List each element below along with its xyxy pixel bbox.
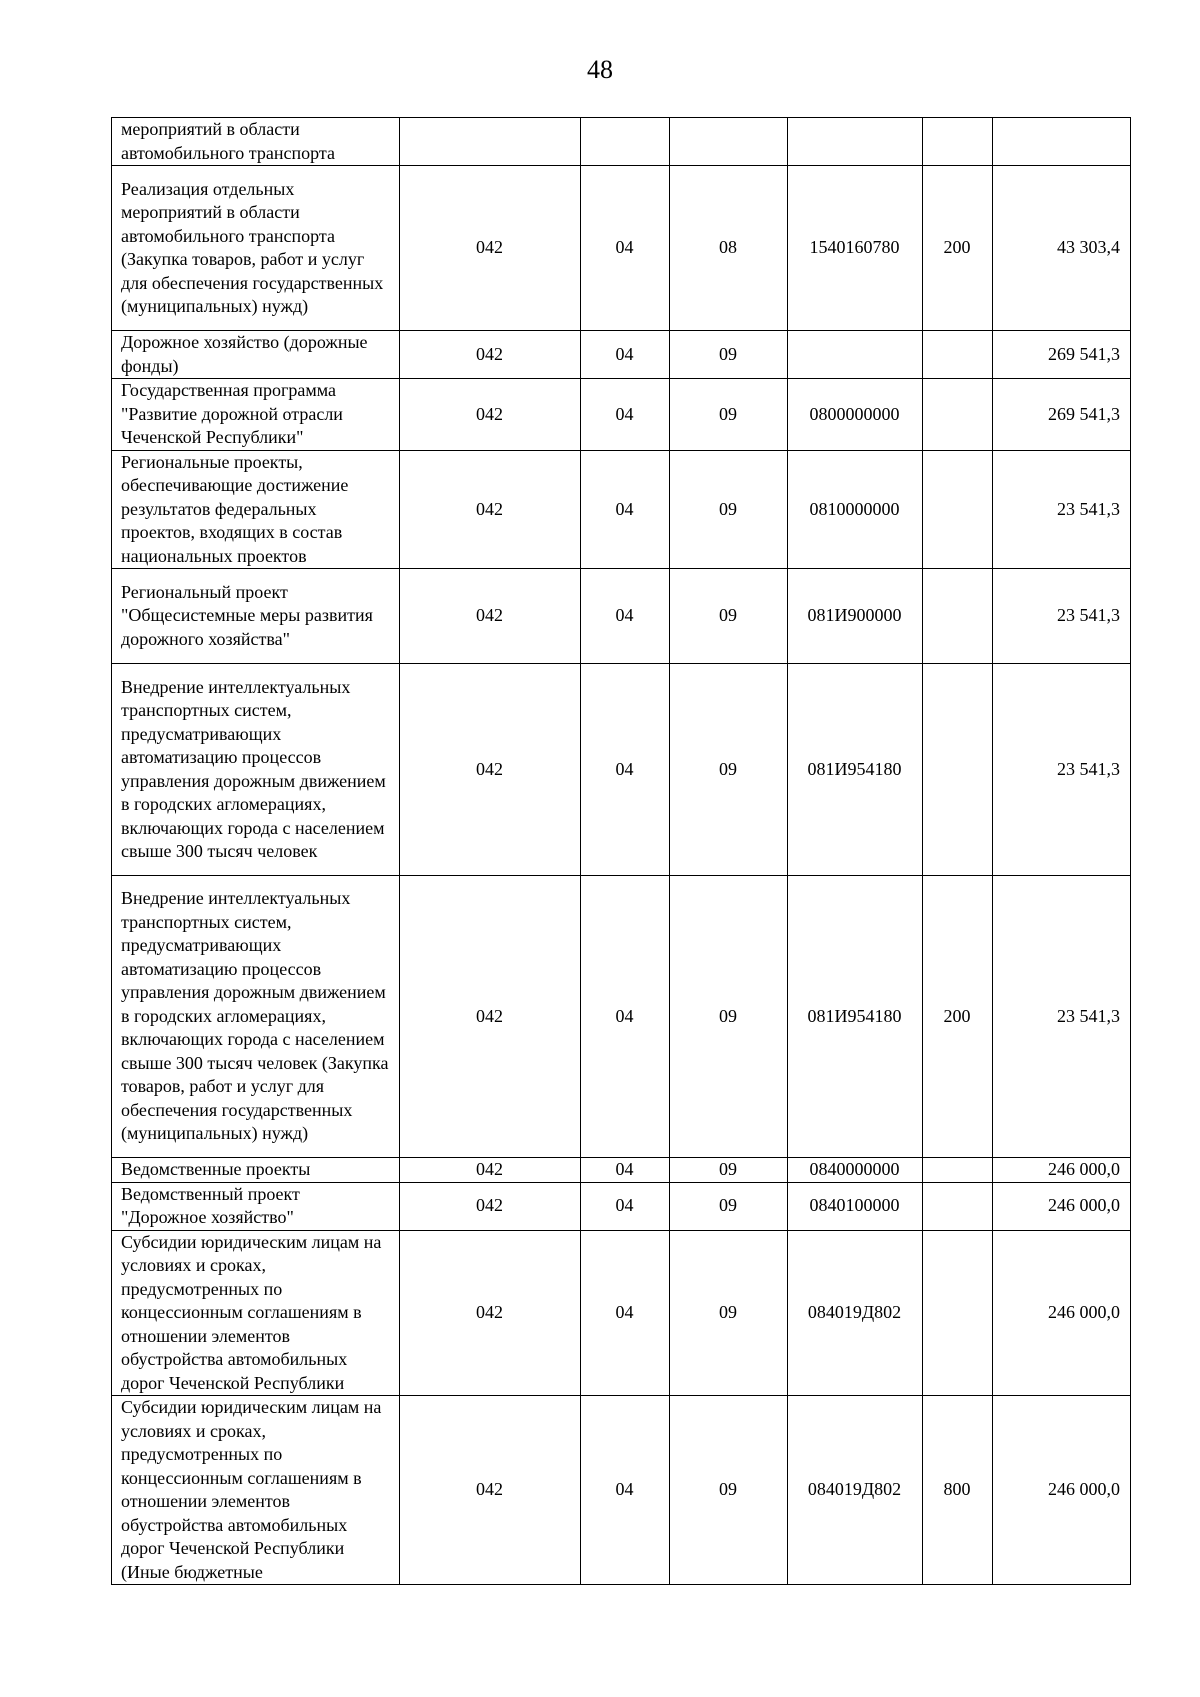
cell-section: 04	[581, 166, 670, 331]
cell-ministry-code: 042	[400, 1158, 581, 1183]
cell-name: Субсидии юридическим лицам на условиях и сроках, предусмотренных по концессионным соглашениям в отношении элементов обустройства автомобильных дорог Чеченской Республики	[112, 1230, 400, 1396]
cell-section	[581, 118, 670, 166]
cell-subsection: 09	[670, 1182, 788, 1230]
cell-section: 04	[581, 1230, 670, 1396]
cell-name: Субсидии юридическим лицам на условиях и сроках, предусмотренных по концессионным соглашениям в отношении элементов обустройства автомобильных дорог Чеченской Республики (Иные бюджетные	[112, 1396, 400, 1585]
cell-expense-type	[923, 1182, 993, 1230]
cell-amount	[993, 118, 1131, 166]
cell-ministry-code: 042	[400, 450, 581, 569]
cell-section: 04	[581, 450, 670, 569]
cell-ministry-code	[400, 118, 581, 166]
cell-name: Реализация отдельных мероприятий в области автомобильного транспорта (Закупка товаров, работ и услуг для обеспечения государственных (муниципальных) нужд)	[112, 166, 400, 331]
cell-subsection: 09	[670, 450, 788, 569]
cell-subsection: 08	[670, 166, 788, 331]
cell-ministry-code: 042	[400, 379, 581, 451]
cell-name: мероприятий в области автомобильного транспорта	[112, 118, 400, 166]
cell-name: Региональные проекты, обеспечивающие достижение результатов федеральных проектов, входящих в состав национальных проектов	[112, 450, 400, 569]
cell-expense-type	[923, 379, 993, 451]
cell-subsection: 09	[670, 876, 788, 1158]
cell-amount: 269 541,3	[993, 331, 1131, 379]
cell-target-article: 084019Д802	[788, 1396, 923, 1585]
cell-subsection: 09	[670, 1396, 788, 1585]
cell-ministry-code: 042	[400, 331, 581, 379]
cell-target-article: 084019Д802	[788, 1230, 923, 1396]
cell-subsection: 09	[670, 331, 788, 379]
cell-ministry-code: 042	[400, 876, 581, 1158]
cell-ministry-code: 042	[400, 569, 581, 664]
cell-subsection: 09	[670, 1230, 788, 1396]
cell-name: Ведомственные проекты	[112, 1158, 400, 1183]
cell-target-article	[788, 118, 923, 166]
table-row	[112, 1230, 1131, 1396]
cell-expense-type	[923, 1158, 993, 1183]
cell-name: Внедрение интеллектуальных транспортных систем, предусматривающих автоматизацию процессов управления дорожным движением в городских агломерациях, включающих города с населением свыше 300 тысяч человек (Закупка товаров, работ и услуг для обеспечения государственных (муниципальных) нужд)	[112, 876, 400, 1158]
cell-section: 04	[581, 876, 670, 1158]
table-row	[112, 876, 1131, 1158]
cell-expense-type: 800	[923, 1396, 993, 1585]
cell-section: 04	[581, 1396, 670, 1585]
cell-name: Государственная программа "Развитие дорожной отрасли Чеченской Республики"	[112, 379, 400, 451]
cell-amount: 23 541,3	[993, 876, 1131, 1158]
cell-subsection	[670, 118, 788, 166]
cell-amount: 269 541,3	[993, 379, 1131, 451]
cell-ministry-code: 042	[400, 166, 581, 331]
cell-target-article	[788, 331, 923, 379]
cell-target-article: 0810000000	[788, 450, 923, 569]
cell-name: Внедрение интеллектуальных транспортных систем, предусматривающих автоматизацию процессов управления дорожным движением в городских агломерациях, включающих города с населением свыше 300 тысяч человек	[112, 664, 400, 876]
cell-amount: 43 303,4	[993, 166, 1131, 331]
table-row	[112, 1158, 1131, 1183]
cell-section: 04	[581, 664, 670, 876]
cell-name: Дорожное хозяйство (дорожные фонды)	[112, 331, 400, 379]
cell-target-article: 0840000000	[788, 1158, 923, 1183]
table-row	[112, 1396, 1131, 1585]
cell-amount: 246 000,0	[993, 1230, 1131, 1396]
cell-subsection: 09	[670, 569, 788, 664]
cell-target-article: 081И954180	[788, 876, 923, 1158]
cell-amount: 246 000,0	[993, 1158, 1131, 1183]
cell-section: 04	[581, 1158, 670, 1183]
cell-expense-type	[923, 331, 993, 379]
cell-subsection: 09	[670, 1158, 788, 1183]
cell-amount: 246 000,0	[993, 1396, 1131, 1585]
cell-section: 04	[581, 379, 670, 451]
page-number: 48	[587, 55, 613, 84]
table-row	[112, 331, 1131, 379]
cell-subsection: 09	[670, 664, 788, 876]
cell-amount: 23 541,3	[993, 569, 1131, 664]
table-row	[112, 450, 1131, 569]
table-row	[112, 118, 1131, 166]
budget-table	[111, 117, 1131, 1585]
table-row	[112, 569, 1131, 664]
cell-amount: 23 541,3	[993, 664, 1131, 876]
budget-table-body	[112, 118, 1131, 1585]
cell-expense-type	[923, 664, 993, 876]
cell-target-article: 1540160780	[788, 166, 923, 331]
cell-ministry-code: 042	[400, 664, 581, 876]
cell-section: 04	[581, 1182, 670, 1230]
cell-expense-type	[923, 569, 993, 664]
cell-ministry-code: 042	[400, 1230, 581, 1396]
cell-expense-type: 200	[923, 166, 993, 331]
cell-target-article: 0800000000	[788, 379, 923, 451]
table-row	[112, 664, 1131, 876]
cell-expense-type	[923, 450, 993, 569]
table-row	[112, 379, 1131, 451]
cell-target-article: 081И900000	[788, 569, 923, 664]
cell-subsection: 09	[670, 379, 788, 451]
cell-expense-type	[923, 118, 993, 166]
cell-amount: 23 541,3	[993, 450, 1131, 569]
cell-ministry-code: 042	[400, 1182, 581, 1230]
cell-ministry-code: 042	[400, 1396, 581, 1585]
cell-name: Региональный проект "Общесистемные меры развития дорожного хозяйства"	[112, 569, 400, 664]
cell-section: 04	[581, 331, 670, 379]
cell-name: Ведомственный проект "Дорожное хозяйство"	[112, 1182, 400, 1230]
table-row	[112, 1182, 1131, 1230]
cell-target-article: 081И954180	[788, 664, 923, 876]
cell-section: 04	[581, 569, 670, 664]
cell-target-article: 0840100000	[788, 1182, 923, 1230]
cell-expense-type	[923, 1230, 993, 1396]
cell-amount: 246 000,0	[993, 1182, 1131, 1230]
table-row	[112, 166, 1131, 331]
cell-expense-type: 200	[923, 876, 993, 1158]
